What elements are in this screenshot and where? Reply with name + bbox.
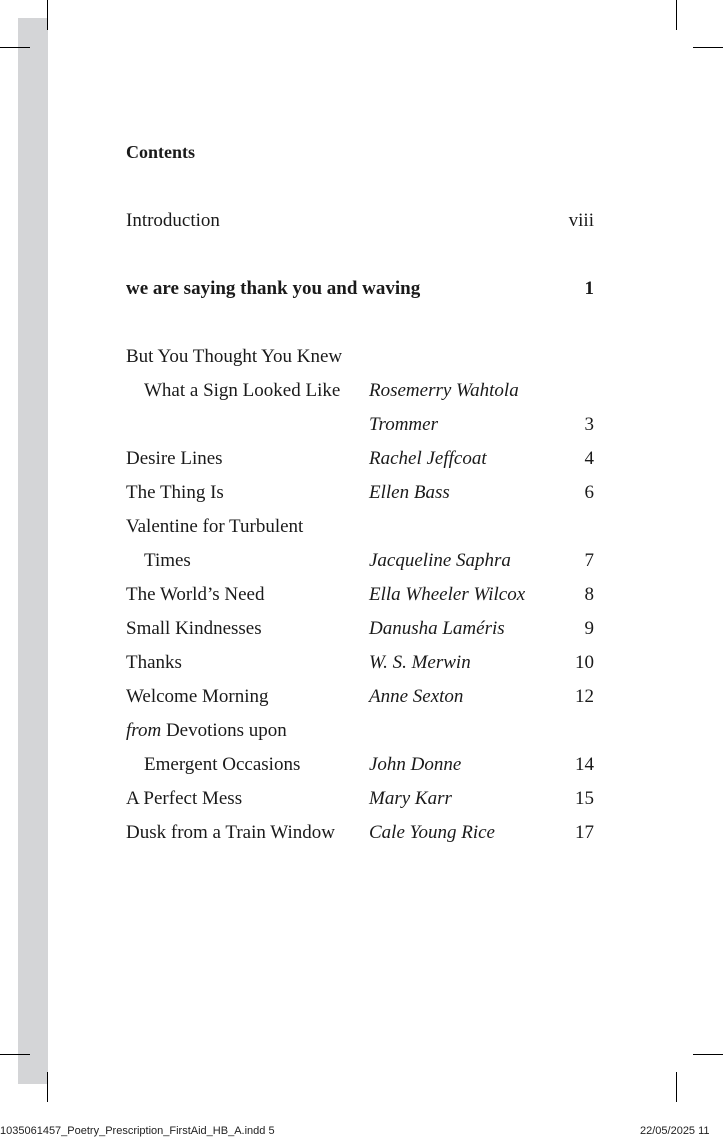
entry-title: Thanks: [126, 652, 182, 673]
entry-page: 15: [575, 788, 594, 809]
toc-row[interactable]: [126, 345, 596, 369]
toc-row[interactable]: [126, 379, 596, 403]
entry-page: 7: [584, 550, 594, 571]
entry-title: Welcome Morning: [126, 686, 269, 707]
toc-row[interactable]: [126, 583, 596, 607]
entry-title: The World’s Need: [126, 584, 265, 605]
entry-author: Rachel Jeffcoat: [369, 448, 487, 469]
entry-author: Ella Wheeler Wilcox: [369, 584, 526, 605]
entry-page: 12: [575, 686, 594, 707]
entry-title: Desire Lines: [126, 448, 223, 469]
entry-author: Rosemerry Wahtola: [369, 380, 519, 401]
crop-mark: [0, 1054, 30, 1055]
slug-date: 22/05/2025 11: [640, 1125, 710, 1137]
toc-row[interactable]: [126, 753, 596, 777]
entry-title: Emergent Occasions: [144, 754, 301, 775]
entry-title: Dusk from a Train Window: [126, 822, 335, 843]
entry-author: Cale Young Rice: [369, 822, 495, 843]
entry-author: Anne Sexton: [369, 686, 464, 707]
entry-title: Small Kindnesses: [126, 618, 262, 639]
title-prefix: from: [126, 720, 162, 741]
toc-row[interactable]: [126, 719, 596, 743]
entry-page: 4: [584, 448, 594, 469]
crop-mark: [47, 1072, 48, 1102]
entry-author: Trommer: [369, 414, 438, 435]
section-title: we are saying thank you and waving: [126, 278, 421, 299]
title-text: Devotions upon: [165, 720, 287, 741]
toc-row[interactable]: [126, 651, 596, 675]
crop-mark: [693, 47, 723, 48]
toc-row[interactable]: [126, 685, 596, 709]
toc-row[interactable]: [126, 617, 596, 641]
entry-author: Mary Karr: [369, 788, 452, 809]
section-page: 1: [584, 278, 594, 299]
crop-mark: [47, 0, 48, 30]
entry-title: Valentine for Turbulent: [126, 516, 304, 537]
crop-mark: [676, 0, 677, 30]
crop-mark: [693, 1054, 723, 1055]
entry-title: Introduction: [126, 210, 220, 231]
crop-mark: [0, 47, 30, 48]
entry-title: The Thing Is: [126, 482, 224, 503]
entry-page: viii: [568, 210, 594, 231]
entry-author: Danusha Laméris: [369, 618, 505, 639]
toc-row-section[interactable]: [126, 277, 596, 301]
toc-row-introduction[interactable]: [126, 209, 596, 233]
entry-page: 3: [584, 414, 594, 435]
entry-page: 10: [575, 652, 594, 673]
toc-row[interactable]: [126, 515, 596, 539]
toc-row[interactable]: [126, 549, 596, 573]
toc-row[interactable]: [126, 821, 596, 845]
slug-filename: 1035061457_Poetry_Prescription_FirstAid_HB_A.indd 5: [0, 1125, 275, 1137]
toc-row[interactable]: [126, 481, 596, 505]
crop-mark: [676, 1072, 677, 1102]
toc-row[interactable]: [126, 787, 596, 811]
entry-author: W. S. Merwin: [369, 652, 471, 673]
entry-title: What a Sign Looked Like: [144, 380, 341, 401]
entry-page: 8: [584, 584, 594, 605]
entry-author: John Donne: [369, 754, 462, 775]
entry-page: 14: [575, 754, 594, 775]
entry-title: [126, 719, 287, 743]
page-title: Contents: [126, 142, 196, 162]
entry-author: Jacqueline Saphra: [369, 550, 511, 571]
entry-title: But You Thought You Knew: [126, 346, 343, 367]
entry-title: Times: [144, 550, 191, 571]
entry-author: Ellen Bass: [369, 482, 450, 503]
entry-title: A Perfect Mess: [126, 788, 243, 809]
bleed-strip: [18, 18, 48, 1084]
toc-row[interactable]: [126, 413, 596, 437]
entry-page: 17: [575, 822, 594, 843]
entry-page: 9: [584, 618, 594, 639]
entry-page: 6: [584, 482, 594, 503]
toc-row[interactable]: [126, 447, 596, 471]
